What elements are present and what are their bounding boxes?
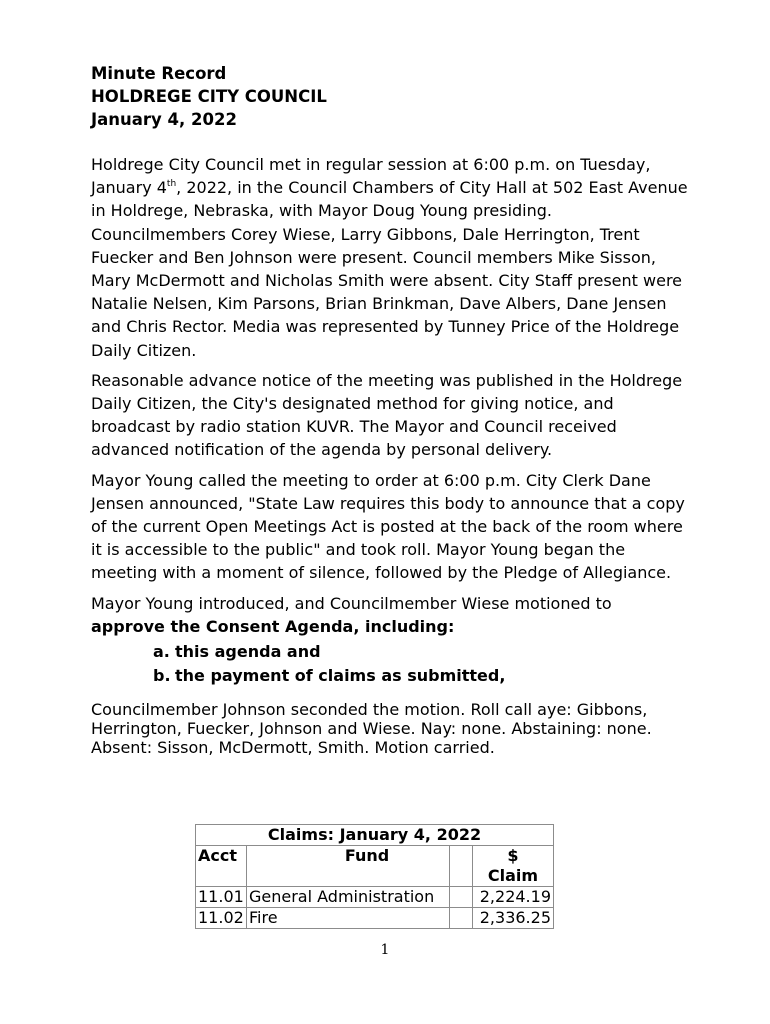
list-item [153, 640, 691, 664]
session-text-start: Holdrege City Council met in regular session at 6:00 p.m. on Tuesday, January 4 [91, 155, 651, 198]
council-name-heading: HOLDREGE CITY COUNCIL [91, 87, 327, 106]
cell-fund: Fire [247, 908, 450, 929]
date-ordinal-superscript: th [166, 179, 177, 190]
list-marker: a. [153, 642, 170, 662]
page-number: 1 [380, 942, 390, 958]
list-item-text: this agenda and [175, 642, 321, 662]
table-title-row [196, 825, 554, 846]
cell-blank [450, 887, 473, 908]
cell-fund: General Administration [247, 887, 450, 908]
list-item-text: the payment of claims as submitted, [175, 666, 506, 686]
header-claim-currency: $ [507, 846, 519, 865]
header-fund: Fund [247, 846, 450, 887]
header-acct: Acct [196, 846, 247, 887]
cell-claim: 2,224.19 [473, 887, 554, 908]
meeting-date-heading: January 4, 2022 [91, 110, 237, 129]
header-blank [450, 846, 473, 887]
table-title: Claims: January 4, 2022 [196, 825, 554, 846]
list-marker: b. [153, 666, 171, 686]
motion-bold-line: approve the Consent Agenda, including: [91, 616, 455, 636]
cell-acct: 11.02 [196, 908, 247, 929]
vote-paragraph: Councilmember Johnson seconded the motion. Roll call aye: Gibbons, Herrington, Fuecker, Johnson and Wiese. Nay: none. Abstaining: none. Absent: Sisson, McDermott, Smith. Motion carried. [91, 700, 652, 758]
session-text-rest: , 2022, in the Council Chambers of City Hall at 502 East Avenue in Holdrege, Nebraska, with Mayor Doug Young presiding. Councilmembers Corey Wiese, Larry Gibbons, Dale Herrington, Trent Fuecker and Ben Johnson were present. Council members Mike Sisson, Mary McDermott and Nicholas Smith were absent. City Staff present were Natalie Nelsen, Kim Parsons, Brian Brinkman, Dave Albers, Dane Jensen and Chris Rector. Media was represented by Tunney Price of the Holdrege Daily Citizen. [91, 178, 688, 360]
header-claim-label: Claim [487, 866, 539, 885]
motion-paragraph [91, 592, 691, 638]
cell-acct: 11.01 [196, 887, 247, 908]
header-claim [473, 846, 554, 887]
table-row [196, 887, 554, 908]
session-paragraph [91, 153, 691, 362]
table-header-row [196, 846, 554, 887]
doc-type-heading: Minute Record [91, 64, 227, 83]
consent-agenda-list [153, 640, 691, 688]
list-item [153, 664, 691, 688]
cell-blank [450, 908, 473, 929]
motion-intro: Mayor Young introduced, and Councilmember Wiese motioned to [91, 593, 612, 613]
cell-claim: 2,336.25 [473, 908, 554, 929]
document-page [91, 62, 691, 927]
table-row [196, 908, 554, 929]
call-to-order-paragraph: Mayor Young called the meeting to order at 6:00 p.m. City Clerk Dane Jensen announced, "State Law requires this body to announce that a copy of the current Open Meetings Act is posted at the back of the room where it is accessible to the public" and took roll. Mayor Young began the meeting with a moment of silence, followed by the Pledge of Allegiance. [91, 470, 685, 583]
claims-table [195, 824, 554, 929]
notice-paragraph: Reasonable advance notice of the meeting was published in the Holdrege Daily Citizen, the City's designated method for giving notice, and broadcast by radio station KUVR. The Mayor and Council received advanced notification of the agenda by personal delivery. [91, 370, 683, 460]
